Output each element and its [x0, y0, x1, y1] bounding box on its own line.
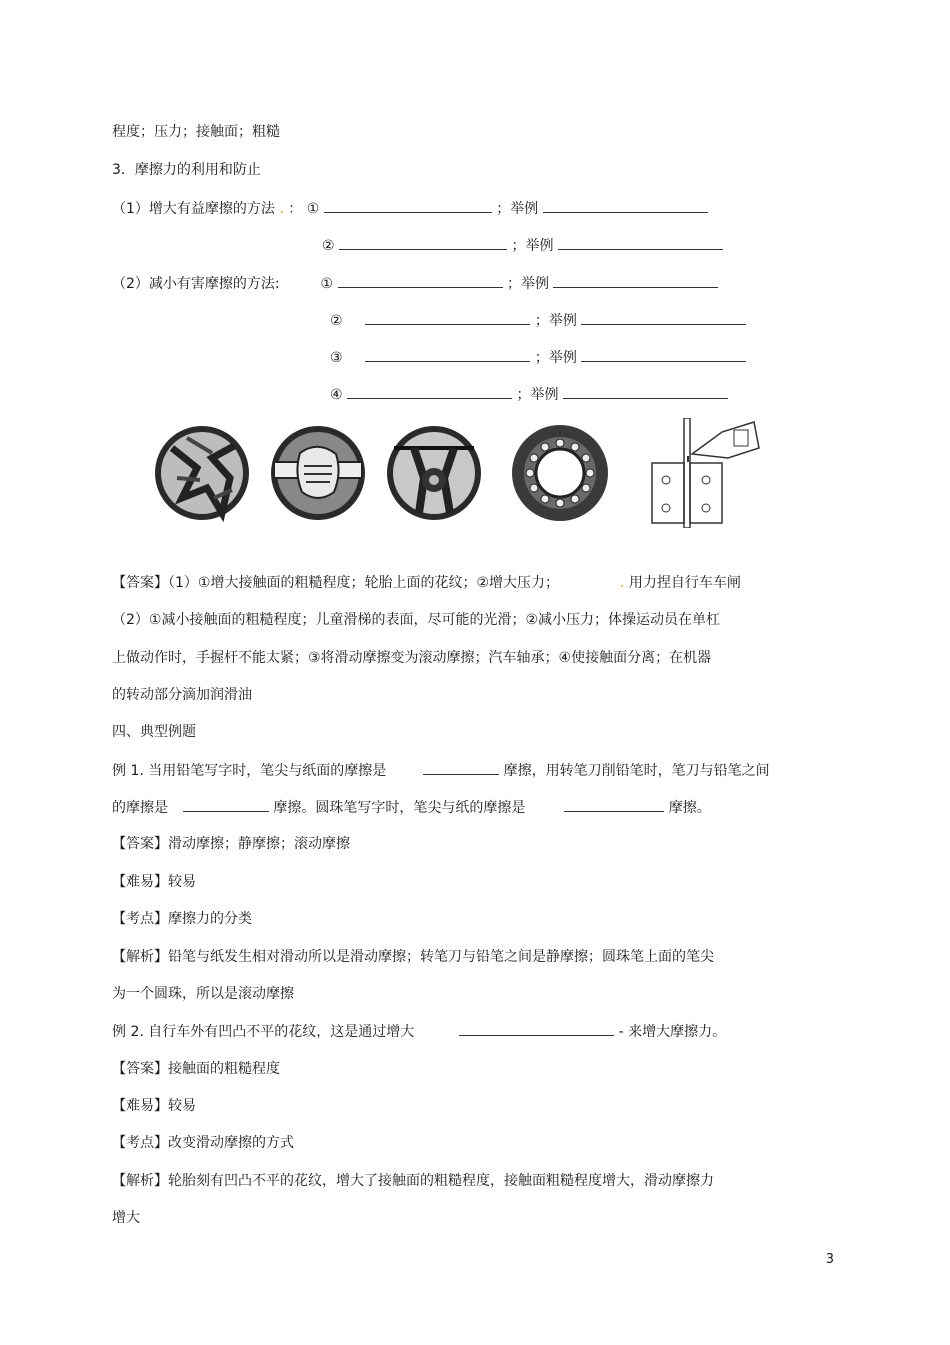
example1-difficulty: 【难易】较易	[112, 874, 196, 890]
example-label: ；举例	[507, 276, 549, 292]
example1-text-2c: 摩擦。	[668, 800, 711, 816]
answer-line-4: 的转动部分滴加润滑油	[112, 687, 252, 703]
decrease-label: （2）减小有害摩擦的方法:	[112, 276, 280, 292]
oiling-hinge-icon	[644, 418, 764, 528]
blank-example2-1[interactable]	[459, 1021, 614, 1036]
example-label: ；举例	[534, 350, 577, 366]
hand-grip-icon	[268, 418, 368, 528]
dot-mark: .	[279, 201, 284, 217]
blank-decrease-example-4[interactable]	[563, 384, 728, 399]
example-label: ；举例	[534, 313, 577, 329]
blank-decrease-method-1[interactable]	[338, 273, 503, 288]
blank-increase-method-1[interactable]	[324, 198, 492, 213]
example2-point: 【考点】改变滑动摩擦的方式	[112, 1135, 294, 1151]
example2-line-1	[112, 1021, 726, 1042]
example1-analysis-2: 为一个圆珠，所以是滚动摩擦	[112, 986, 294, 1002]
tire-pattern-icon	[152, 418, 252, 528]
dot-mark: .	[619, 575, 625, 591]
example-label: ；举例	[496, 201, 539, 217]
circle-2: ②	[322, 238, 335, 254]
decrease-method-row-3	[330, 347, 746, 368]
circle-1: ①	[320, 276, 334, 292]
blank-decrease-example-3[interactable]	[581, 347, 746, 362]
example2-analysis-2: 增大	[112, 1210, 140, 1226]
example1-text-1b: 摩擦，用转笔刀削铅笔时，笔刀与铅笔之间	[503, 763, 770, 779]
example2-analysis-1: 【解析】轮胎刻有凹凸不平的花纹，增大了接触面的粗糙程度，接触面粗糙程度增大，滑动摩擦力	[112, 1173, 714, 1189]
example1-analysis-1: 【解析】铅笔与纸发生相对滑动所以是滑动摩擦；转笔刀与铅笔之间是静摩擦；圆珠笔上面的笔尖	[112, 949, 714, 965]
blank-decrease-method-4[interactable]	[347, 384, 512, 399]
gymnast-bar-icon	[384, 418, 484, 528]
page-number: 3	[825, 1252, 834, 1267]
friction-figures	[148, 418, 768, 543]
section4-title: 四、典型例题	[112, 724, 196, 740]
blank-decrease-example-1[interactable]	[553, 273, 718, 288]
example1-line-2	[112, 797, 711, 818]
example2-answer: 【答案】接触面的粗糙程度	[112, 1061, 280, 1077]
example1-text-2a: 的摩擦是	[112, 800, 168, 816]
blank-example1-3[interactable]	[564, 797, 664, 812]
blank-decrease-method-2[interactable]	[365, 310, 530, 325]
intro-tail: 程度；压力；接触面；粗糙	[112, 124, 280, 140]
circle-3: ③	[330, 350, 343, 366]
answer-line-1	[112, 573, 741, 593]
increase-label: （1）增大有益摩擦的方法	[112, 201, 275, 217]
section3-title: 3．摩擦力的利用和防止	[112, 162, 261, 178]
blank-increase-method-2[interactable]	[339, 235, 507, 250]
example2-text-1a: 例 2. 自行车外有凹凸不平的花纹，这是通过增大	[112, 1024, 415, 1040]
example-label: ；举例	[516, 387, 559, 403]
answer-text-1b: 用力捏自行车车闸	[628, 575, 741, 591]
example1-point: 【考点】摩擦力的分类	[112, 911, 252, 927]
example1-answer: 【答案】滑动摩擦；静摩擦；滚动摩擦	[112, 836, 350, 852]
circle-2: ②	[330, 313, 343, 329]
answer-text-1a: 【答案】（1）①增大接触面的粗糙程度；轮胎上面的花纹；②增大压力；	[112, 575, 560, 591]
circle-1: ①	[306, 201, 320, 217]
decrease-method-row-2	[330, 310, 746, 331]
increase-method-row-2	[322, 235, 723, 256]
example1-text-1a: 例 1. 当用铅笔写字时，笔尖与纸面的摩擦是	[112, 763, 387, 779]
bearing-icon	[510, 418, 610, 528]
example2-difficulty: 【难易】较易	[112, 1098, 196, 1114]
answer-line-2: （2）①减小接触面的粗糙程度；儿童滑梯的表面，尽可能的光滑；②减小压力；体操运动员在单杠	[112, 612, 721, 628]
example-label: ；举例	[511, 238, 554, 254]
blank-increase-example-1[interactable]	[543, 198, 708, 213]
decrease-method-row-1	[112, 273, 718, 294]
example1-line-1	[112, 760, 770, 781]
circle-4: ④	[330, 387, 343, 403]
blank-example1-2[interactable]	[183, 797, 269, 812]
blank-increase-example-2[interactable]	[558, 235, 723, 250]
answer-line-3: 上做动作时，手握杆不能太紧；③将滑动摩擦变为滚动摩擦；汽车轴承；④使接触面分离；在机器	[112, 650, 712, 666]
example1-text-2b: 摩擦。圆珠笔写字时，笔尖与纸的摩擦是	[273, 800, 526, 816]
colon: ：	[288, 201, 303, 217]
example2-text-1b: - 来增大摩擦力。	[618, 1024, 727, 1040]
increase-method-row-1	[112, 198, 708, 219]
blank-decrease-example-2[interactable]	[581, 310, 746, 325]
blank-example1-1[interactable]	[423, 760, 499, 775]
decrease-method-row-4	[330, 384, 728, 405]
blank-decrease-method-3[interactable]	[365, 347, 530, 362]
